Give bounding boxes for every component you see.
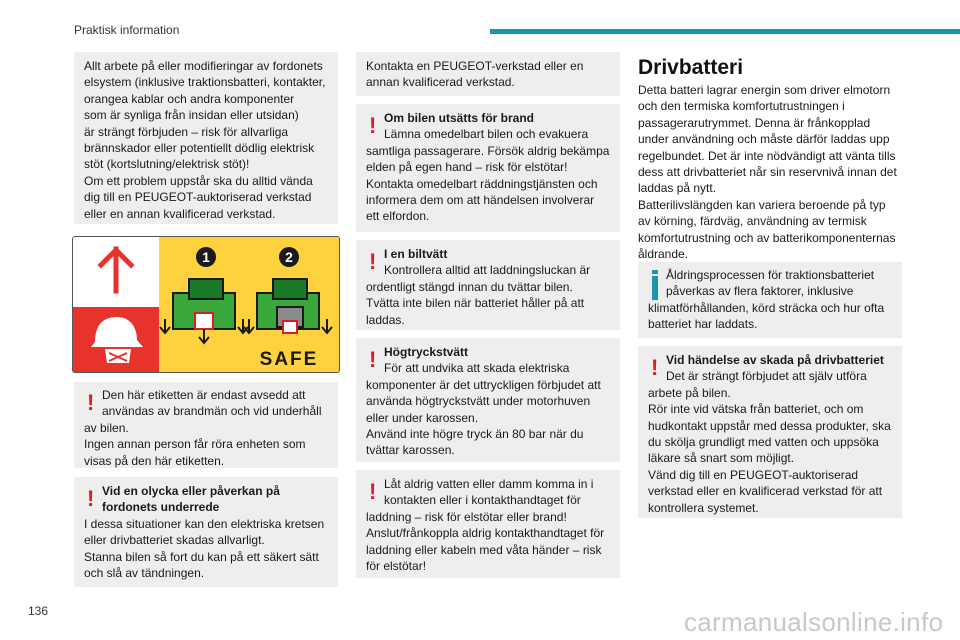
text-line: påverkas av flera faktorer, inklusive (666, 284, 854, 299)
section-title: Drivbatteri (638, 56, 744, 79)
text-line: som är synliga från insidan eller utsidan) (84, 108, 299, 123)
page-number: 136 (28, 604, 49, 618)
text-line: Anslut/frånkoppla aldrig kontakthandtaget för (366, 526, 605, 541)
text-line: användas av brandmän och vid underhåll (102, 404, 322, 419)
text-line: använda högtryckstvätt under motorhuven (366, 394, 591, 409)
text-line: läkare så snart som möjligt. (648, 451, 795, 466)
text-line: Kontakta omedelbart räddningstjänsten och (366, 176, 598, 191)
warning-water-dust-note (356, 470, 620, 578)
header-bar (490, 29, 960, 34)
warning-battery-damage-note (638, 346, 902, 518)
text-line: hudkontakt uppstår med dessa produkter, ska (648, 418, 891, 433)
warning-title: Vid en olycka eller påverkan på (102, 484, 280, 498)
text-line: Den här etiketten är endast avsedd att (102, 388, 306, 402)
text-line: laddas på nytt. (638, 181, 717, 196)
text-line: Åldringsprocessen för traktionsbatteriet (666, 268, 875, 282)
text-line: Vänd dig till en PEUGEOT-auktoriserad (648, 467, 859, 482)
contact-workshop-note (356, 52, 620, 96)
section-body (638, 82, 910, 262)
warning-title: I en biltvätt (384, 247, 448, 261)
warning-label-note (74, 382, 338, 468)
text-line: Använd inte högre tryck än 80 bar när du (366, 427, 584, 442)
intro-note (74, 52, 338, 224)
badge-1-icon (196, 247, 216, 267)
warning-title: Vid händelse av skada på drivbatteriet (666, 353, 884, 367)
warning-accident-note (74, 477, 338, 587)
text-line: orangea kablar och andra komponenter (84, 91, 295, 106)
text-line: Detta batteri lagrar energin som driver elmotorn (638, 83, 891, 97)
text-line: passagerarutrymmet. Denna är frånkopplad (638, 115, 871, 130)
text-line: Batterilivslängden kan variera beroende på typ (638, 197, 886, 212)
text-line: klimatförhållanden, körd sträcka och hur ofta (648, 300, 885, 315)
text-line: samtliga passagerare. Försök aldrig bekämpa (366, 143, 610, 158)
text-line: för elstötar! (366, 559, 427, 574)
battery-safety-label-figure (72, 236, 340, 373)
battery-disconnect-2-icon (244, 279, 332, 333)
text-line: Stanna bilen så fort du kan på ett säkert sätt (84, 549, 319, 564)
warning-pressure-wash-note (356, 338, 620, 462)
warning-fire-note (356, 104, 620, 232)
warning-exclamation-icon: ! (369, 347, 377, 372)
badge-2-number: 2 (285, 249, 293, 265)
text-line: kontakten eller i kontakthandtaget för (384, 493, 581, 508)
text-line: Lämna omedelbart bilen och evakuera (384, 127, 589, 142)
warning-exclamation-icon: ! (369, 479, 377, 504)
text-line: komfortutrustning och av batterikomponenternas (638, 230, 896, 245)
warning-title: fordonets underrede (102, 500, 220, 515)
text-line: av bilen. (84, 420, 129, 435)
safe-text: SAFE (259, 349, 319, 370)
text-line: ordentligt stängd innan du tvättar bilen. (366, 279, 573, 294)
text-line: eller drivbatteriet skadas allvarligt. (84, 533, 265, 548)
warning-exclamation-icon: ! (651, 355, 659, 380)
text-line: dess att drivbatteriet når sin reservnivå innan det (638, 165, 897, 180)
text-line: I dessa situationer kan den elektriska kretsen (84, 516, 325, 531)
text-line: och slå av tändningen. (84, 566, 205, 581)
warning-exclamation-icon: ! (369, 249, 377, 274)
text-line: eller under karossen. (366, 410, 479, 425)
warning-exclamation-icon: ! (87, 390, 95, 415)
text-line: verkstad eller en kvalificerad verkstad för att (648, 484, 883, 499)
text-line: åldrande. (638, 247, 689, 262)
badge-1-number: 1 (202, 249, 210, 265)
text-line: tvättar karossen. (366, 443, 455, 458)
warning-title: Högtryckstvätt (384, 345, 469, 359)
text-line: Allt arbete på eller modifieringar av fordonets (84, 59, 323, 73)
text-line: brännskador eller potentiellt dödlig elektrisk (84, 141, 315, 156)
safety-label-illustration (73, 237, 340, 373)
text-line: Ingen annan person får röra enheten som (84, 437, 306, 452)
text-line: dig till en PEUGEOT-auktoriserad verkstad (84, 190, 312, 205)
text-line: visas på den här etiketten. (84, 453, 225, 468)
text-line: Om ett problem uppstår ska du alltid vända (84, 173, 313, 188)
text-line: annan kvalificerad verkstad. (366, 75, 515, 90)
text-line: och den termiska komfortutrustningen i (638, 99, 845, 114)
text-line: Det är strängt förbjudet att själv utföra (666, 369, 867, 384)
text-line: Kontakta en PEUGEOT-verkstad eller en (366, 59, 584, 73)
badge-2-icon (279, 247, 299, 267)
warning-car-wash-note (356, 240, 620, 330)
text-line: Tvätta inte bilen när batteriet håller på att (366, 296, 585, 311)
text-line: informera dem om att händelsen involverar (366, 193, 595, 208)
text-line: elsystem (inklusive traktionsbatteri, kontakter, (84, 75, 326, 90)
text-line: regelbundet. Det är inte nödvändigt att vänta tills (638, 148, 896, 163)
text-line: För att undvika att skada elektriska (384, 361, 570, 376)
text-line: är strängt förbjuden – risk för allvarliga (84, 124, 289, 139)
warning-exclamation-icon: ! (369, 113, 377, 138)
text-line: laddas. (366, 312, 405, 327)
text-line: under användning och måste därför laddas upp (638, 132, 890, 147)
watermark: carmanualsonline.info (684, 607, 944, 637)
text-line: komponenter är det uttryckligen förbjudet att (366, 377, 601, 392)
text-line: laddning – risk för elstötar eller brand! (366, 509, 567, 524)
text-line: arbete på bilen. (648, 385, 731, 400)
warning-title: Om bilen utsätts för brand (384, 111, 535, 125)
text-line: elden på egen hand – risk för elstötar! (366, 160, 568, 175)
warning-exclamation-icon: ! (87, 486, 95, 511)
info-ageing-note (638, 262, 902, 338)
text-line: du skölja grundligt med vatten och uppsöka (648, 435, 879, 450)
text-line: Rör inte vid vätska från batteriet, och om (648, 402, 864, 417)
text-line: batteriet har laddats. (648, 317, 758, 332)
text-line: laddning eller kabeln med våta händer – risk (366, 542, 602, 557)
text-line: av körning, färdväg, användning av termisk (638, 214, 867, 229)
text-line: Kontrollera alltid att laddningsluckan är (384, 263, 591, 278)
text-line: kontrollera systemet. (648, 500, 759, 515)
battery-disconnect-1-icon (160, 279, 248, 343)
info-icon (652, 270, 658, 300)
text-line: ett elfordon. (366, 209, 430, 224)
text-line: eller en annan kvalificerad verkstad. (84, 206, 276, 221)
text-line: Låt aldrig vatten eller damm komma in i (384, 477, 594, 491)
text-line: stöt (kortslutning/elektrisk stöt)! (84, 157, 250, 172)
header-title: Praktisk information (74, 23, 180, 37)
